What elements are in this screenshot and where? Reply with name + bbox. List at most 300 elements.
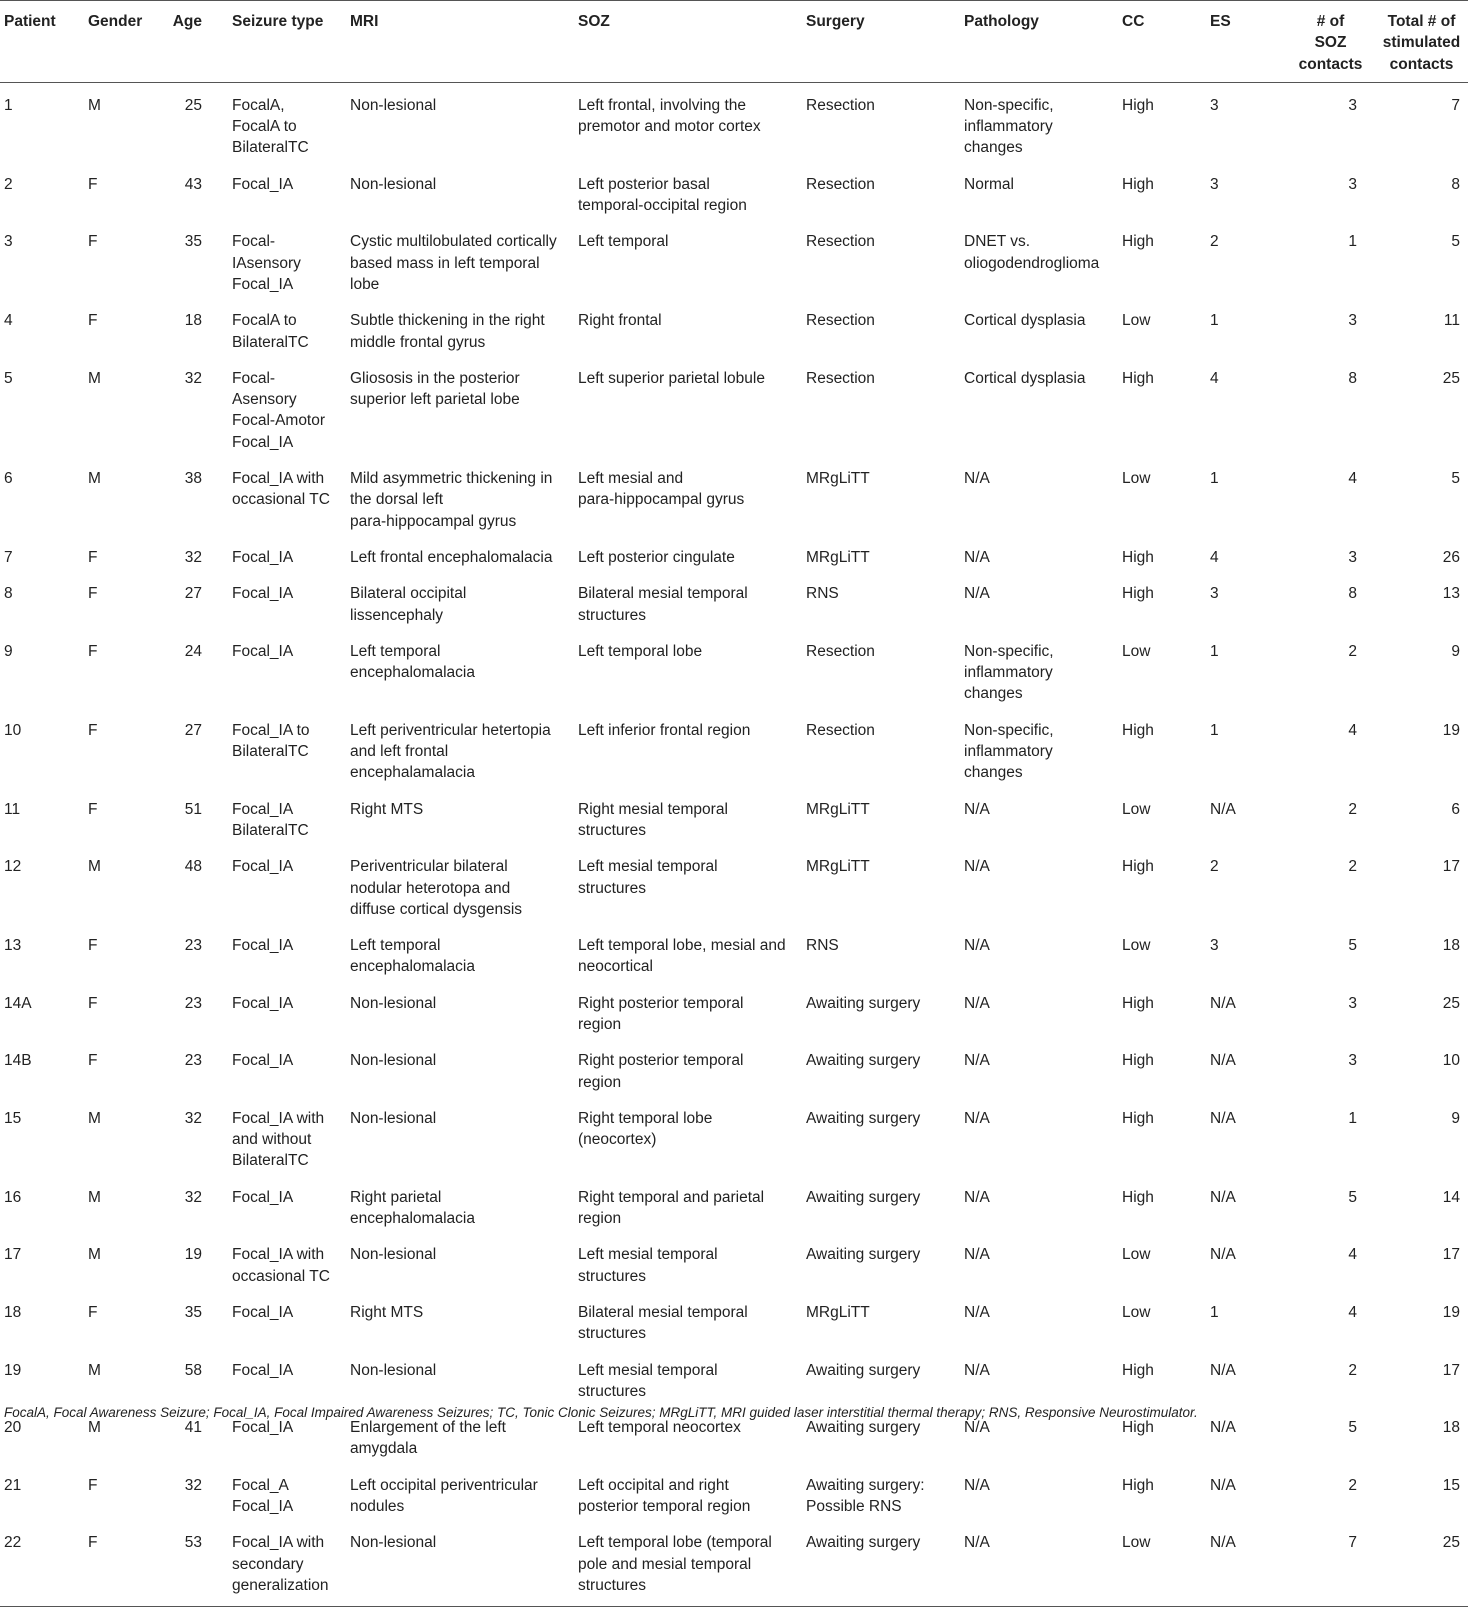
cell-age: 32 (184, 548, 202, 566)
cell-soz: Right posterior temporal region (578, 994, 744, 1033)
cell-stimulated-contacts: 26 (1442, 548, 1460, 566)
cell-es: N/A (1210, 800, 1236, 818)
cell-mri: Left frontal encephalomalacia (350, 548, 553, 566)
cell-cc: Low (1116, 1521, 1204, 1606)
cell-stimulated-contacts: 17 (1442, 858, 1460, 876)
cell-gender: F (88, 175, 98, 193)
cell-soz-contacts: 4 (1348, 1246, 1357, 1264)
table-row (0, 1464, 1468, 1522)
cell-surgery: Resection (806, 312, 875, 330)
table-row (0, 1176, 1468, 1234)
cell-es: 1 (1210, 642, 1219, 660)
cell-patient: 7 (4, 548, 13, 566)
cell-stimulated-contacts: 13 (1442, 585, 1460, 603)
cell-surgery: Resection (806, 233, 875, 251)
cell-pathology: Cortical dysplasia (964, 312, 1086, 330)
cell-pathology: Non-specific, inflammatory changes (964, 96, 1054, 157)
cell-soz: Left temporal lobe, mesial and neocortical (578, 937, 786, 976)
cell-seizure-type: Focal_IA (232, 585, 294, 603)
cell-soz: Right temporal lobe (neocortex) (578, 1109, 713, 1149)
cell-surgery: Awaiting surgery (806, 1052, 921, 1070)
cell-soz-contacts: 8 (1348, 369, 1357, 387)
cell-stimulated-contacts: 10 (1442, 1052, 1460, 1070)
cell-patient: 1 (4, 96, 13, 114)
cell-cc: High (1122, 175, 1154, 193)
cell-es: 3 (1210, 585, 1219, 603)
table-row (0, 924, 1468, 982)
cell-surgery: Awaiting surgery (806, 1246, 921, 1264)
cell-gender: M (88, 1188, 101, 1206)
cell-soz: Left temporal neocortex (578, 1419, 741, 1437)
cell-age: 41 (184, 1419, 202, 1437)
cell-mri: Non-lesional (350, 1109, 437, 1127)
cell-pathology: N/A (958, 1521, 1116, 1606)
cell-soz-contacts: 7 (1278, 1521, 1375, 1606)
cell-cc: High (1122, 1052, 1154, 1070)
cell-pathology: Normal (964, 175, 1014, 193)
cell-pathology: N/A (964, 1246, 990, 1264)
cell-cc: High (1122, 585, 1154, 603)
cell-soz: Bilateral mesial temporal structures (578, 1303, 748, 1343)
table-row (0, 1349, 1468, 1407)
cell-patient: 20 (4, 1419, 22, 1437)
cell-mri: Cystic multilobulated cortically based mass in left temporal lobe (350, 233, 557, 293)
table-row (0, 788, 1468, 846)
cell-age: 24 (184, 642, 202, 660)
cell-stimulated-contacts: 6 (1451, 800, 1460, 818)
cell-soz: Bilateral mesial temporal structures (578, 585, 748, 624)
cell-cc: High (1122, 1109, 1154, 1127)
cell-surgery: RNS (806, 585, 839, 603)
cell-soz-contacts: 4 (1348, 721, 1357, 739)
table-row (0, 845, 1468, 924)
cell-patient: 13 (4, 937, 22, 955)
cell-mri: Left temporal encephalomalacia (350, 937, 475, 976)
cell-seizure-type: Focal_IA (232, 548, 294, 566)
cell-patient: 14B (4, 1052, 32, 1070)
cell-patient: 10 (4, 721, 22, 739)
cell-soz-contacts: 2 (1348, 642, 1357, 660)
cell-gender: F (88, 233, 98, 251)
cell-es: 4 (1210, 369, 1219, 387)
cell-mri: Gliososis in the posterior superior left parietal lobe (350, 369, 520, 409)
cell-soz-contacts: 3 (1348, 1052, 1357, 1070)
cell-seizure-type: Focal- IAsensory Focal_IA (232, 233, 301, 293)
cell-gender: M (88, 1361, 101, 1379)
cell-surgery: MRgLiTT (806, 470, 870, 488)
cell-cc: Low (1122, 937, 1151, 955)
table-body (0, 82, 1468, 1606)
cell-soz: Right temporal and parietal region (578, 1188, 765, 1228)
cell-surgery: Awaiting surgery (800, 1521, 958, 1606)
cell-seizure-type: Focal_IA with and without BilateralTC (232, 1109, 325, 1170)
cell-gender: F (88, 548, 98, 566)
cell-es: 1 (1210, 312, 1219, 330)
cell-es: N/A (1210, 1246, 1236, 1264)
cell-es: 1 (1210, 470, 1219, 488)
cell-soz-contacts: 3 (1348, 96, 1357, 114)
cell-stimulated-contacts: 18 (1442, 937, 1460, 955)
cell-soz-contacts: 2 (1348, 1361, 1357, 1379)
cell-seizure-type: Focal_IA (232, 858, 294, 876)
cell-surgery: Resection (806, 96, 875, 114)
cell-age: 23 (184, 994, 202, 1012)
cell-surgery: Resection (806, 721, 875, 739)
cell-stimulated-contacts: 25 (1442, 994, 1460, 1012)
cell-gender: F (88, 937, 98, 955)
cell-es: 1 (1210, 721, 1219, 739)
cell-es: N/A (1210, 1188, 1236, 1206)
cell-soz-contacts: 3 (1348, 994, 1357, 1012)
cell-stimulated-contacts: 8 (1451, 175, 1460, 193)
cell-patient: 14A (4, 994, 32, 1012)
cell-patient: 12 (4, 858, 22, 876)
cell-seizure-type: Focal_IA (232, 994, 294, 1012)
cell-gender: F (88, 585, 98, 603)
cell-soz: Left frontal, involving the premotor and motor cortex (578, 96, 761, 136)
table-row (0, 82, 1468, 162)
cell-gender: F (88, 312, 98, 330)
cell-age: 27 (184, 585, 202, 603)
cell-pathology: Cortical dysplasia (964, 369, 1086, 387)
cell-soz: Left mesial and para-hippocampal gyrus (578, 470, 745, 509)
cell-cc: High (1122, 858, 1154, 876)
cell-mri: Non-lesional (350, 994, 437, 1012)
cell-mri: Periventricular bilateral nodular heterotopa and diffuse cortical dysgensis (350, 858, 523, 918)
cell-cc: Low (1122, 800, 1151, 818)
cell-cc: High (1122, 369, 1154, 387)
cell-surgery: Resection (806, 642, 875, 660)
cell-seizure-type: Focal_IA BilateralTC (232, 800, 309, 839)
cell-soz: Left temporal lobe (578, 642, 703, 660)
cell-mri: Right parietal encephalomalacia (350, 1188, 475, 1228)
cell-soz: Left inferior frontal region (578, 721, 751, 739)
cell-pathology: N/A (964, 1303, 990, 1321)
table-row (0, 457, 1468, 536)
cell-soz-contacts: 4 (1348, 470, 1357, 488)
cell-mri: Right MTS (350, 1303, 424, 1321)
cell-mri: Left temporal encephalomalacia (350, 642, 475, 682)
cell-soz: Left posterior basal temporal-occipital region (578, 175, 747, 215)
cell-seizure-type: Focal_IA to BilateralTC (232, 721, 310, 761)
cell-age: 51 (184, 800, 202, 818)
cell-mri: Right MTS (350, 800, 424, 818)
cell-seizure-type: Focal_IA (232, 1052, 294, 1070)
cell-soz: Left temporal (578, 233, 669, 251)
cell-stimulated-contacts: 9 (1451, 642, 1460, 660)
table-row (0, 572, 1468, 630)
cell-mri: Enlargement of the left amygdala (350, 1419, 506, 1458)
cell-gender: F (88, 642, 98, 660)
cell-seizure-type: Focal_IA with occasional TC (232, 470, 330, 509)
cell-surgery: RNS (806, 937, 839, 955)
cell-es: N/A (1210, 1419, 1236, 1437)
cell-stimulated-contacts: 7 (1451, 96, 1460, 114)
cell-seizure-type: FocalA to BilateralTC (232, 312, 309, 351)
cell-age: 23 (184, 1052, 202, 1070)
cell-pathology: N/A (964, 994, 990, 1012)
cell-cc: High (1122, 233, 1154, 251)
table-footnote: FocalA, Focal Awareness Seizure; Focal_IA, Focal Impaired Awareness Seizures; TC, Tonic Clonic Seizures; MRgLiTT, MRI guided laser interstitial thermal therapy; RNS, Responsive Neurostimulator. (4, 1405, 1198, 1420)
cell-age: 32 (184, 1109, 202, 1127)
cell-seizure-type: Focal_IA (232, 1419, 294, 1437)
column-header-surgery: Surgery (800, 1, 958, 83)
cell-age: 18 (184, 312, 202, 330)
cell-surgery: Resection (806, 369, 875, 387)
cell-stimulated-contacts: 14 (1442, 1188, 1460, 1206)
cell-age: 23 (184, 937, 202, 955)
cell-patient: 5 (4, 369, 13, 387)
cell-age: 32 (184, 1188, 202, 1206)
cell-gender: M (88, 1109, 101, 1127)
cell-gender: M (88, 858, 101, 876)
cell-gender: M (88, 470, 101, 488)
cell-soz-contacts: 2 (1348, 1476, 1357, 1494)
cell-age: 35 (184, 233, 202, 251)
cell-pathology: N/A (964, 548, 990, 566)
cell-patient: 2 (4, 175, 13, 193)
cell-patient: 18 (4, 1303, 22, 1321)
cell-soz-contacts: 3 (1348, 175, 1357, 193)
cell-patient: 15 (4, 1109, 22, 1127)
cell-stimulated-contacts: 25 (1442, 369, 1460, 387)
cell-seizure-type: Focal_IA (232, 937, 294, 955)
cell-seizure-type: FocalA, FocalA to BilateralTC (232, 96, 309, 157)
cell-mri: Left periventricular hetertopia and left frontal encephalamalacia (350, 721, 551, 782)
cell-age: 53 (164, 1521, 226, 1606)
cell-stimulated-contacts: 11 (1443, 312, 1460, 330)
column-header-seizure-type: Seizure type (226, 1, 344, 83)
cell-es: 2 (1210, 233, 1219, 251)
cell-es: 2 (1210, 858, 1219, 876)
table-row (0, 1291, 1468, 1349)
cell-soz: Left mesial temporal structures (578, 858, 718, 897)
cell-age: 27 (184, 721, 202, 739)
cell-seizure-type: Focal_IA with secondary generalization (226, 1521, 344, 1606)
cell-pathology: N/A (964, 1052, 990, 1070)
cell-stimulated-contacts: 17 (1442, 1246, 1460, 1264)
column-header-soz-contacts: # of SOZ contacts (1278, 1, 1375, 83)
cell-soz: Left mesial temporal structures (578, 1246, 718, 1285)
cell-pathology: N/A (964, 470, 990, 488)
cell-gender: F (88, 721, 98, 739)
column-header-pathology: Pathology (958, 1, 1116, 83)
cell-seizure-type: Focal_IA with occasional TC (232, 1246, 330, 1285)
table-row (0, 1039, 1468, 1097)
cell-cc: High (1122, 1361, 1154, 1379)
cell-patient: 6 (4, 470, 13, 488)
cell-soz-contacts: 1 (1348, 1109, 1357, 1127)
cell-pathology: N/A (964, 1109, 990, 1127)
cell-mri: Non-lesional (350, 1052, 437, 1070)
cell-seizure-type: Focal_A Focal_IA (232, 1476, 294, 1516)
table-row (0, 982, 1468, 1040)
cell-cc: High (1122, 1476, 1154, 1494)
cell-mri: Bilateral occipital lissencephaly (350, 585, 467, 624)
cell-stimulated-contacts: 9 (1451, 1109, 1460, 1127)
cell-surgery: Awaiting surgery (806, 994, 921, 1012)
cell-patient: 3 (4, 233, 13, 251)
cell-surgery: MRgLiTT (806, 1303, 870, 1321)
table-row (0, 1521, 1468, 1606)
cell-pathology: N/A (964, 1361, 990, 1379)
cell-es: N/A (1210, 1476, 1236, 1494)
cell-age: 58 (184, 1361, 202, 1379)
cell-pathology: N/A (964, 1188, 990, 1206)
column-header-patient: Patient (0, 1, 82, 83)
cell-patient: 22 (0, 1521, 82, 1606)
cell-mri: Non-lesional (344, 1521, 572, 1606)
cell-age: 43 (184, 175, 202, 193)
header-row (0, 1, 1468, 83)
column-header-soz: SOZ (572, 1, 800, 83)
cell-seizure-type: Focal_IA (232, 1361, 294, 1379)
cell-age: 25 (184, 96, 202, 114)
cell-cc: Low (1122, 642, 1151, 660)
cell-mri: Left occipital periventricular nodules (350, 1476, 538, 1516)
cell-surgery: Awaiting surgery: Possible RNS (806, 1476, 925, 1516)
cell-surgery: MRgLiTT (806, 858, 870, 876)
cell-soz-contacts: 3 (1348, 312, 1357, 330)
cell-seizure-type: Focal- Asensory Focal-Amotor Focal_IA (232, 369, 326, 451)
cell-soz-contacts: 2 (1348, 858, 1357, 876)
cell-stimulated-contacts: 17 (1442, 1361, 1460, 1379)
cell-cc: Low (1122, 312, 1151, 330)
cell-patient: 8 (4, 585, 13, 603)
table-header (0, 1, 1468, 83)
cell-seizure-type: Focal_IA (232, 1303, 294, 1321)
table-row (0, 536, 1468, 572)
cell-stimulated-contacts: 5 (1451, 470, 1460, 488)
cell-soz-contacts: 4 (1348, 1303, 1357, 1321)
cell-es: 3 (1210, 175, 1219, 193)
table-row (0, 163, 1468, 221)
cell-soz: Left occipital and right posterior temporal region (578, 1476, 751, 1516)
cell-gender: F (88, 1476, 98, 1494)
cell-patient: 19 (4, 1361, 22, 1379)
cell-es: N/A (1210, 1361, 1236, 1379)
cell-pathology: N/A (964, 585, 990, 603)
cell-soz-contacts: 5 (1348, 1419, 1357, 1437)
cell-patient: 17 (4, 1246, 22, 1264)
cell-soz-contacts: 1 (1348, 233, 1357, 251)
cell-cc: High (1122, 96, 1154, 114)
table-row (0, 1233, 1468, 1291)
cell-patient: 4 (4, 312, 13, 330)
cell-es: N/A (1210, 1109, 1236, 1127)
cell-es: N/A (1210, 994, 1236, 1012)
column-header-stimulated-contacts: Total # of stimulated contacts (1375, 1, 1468, 83)
cell-surgery: Resection (806, 175, 875, 193)
cell-stimulated-contacts: 25 (1375, 1521, 1468, 1606)
cell-stimulated-contacts: 19 (1442, 1303, 1460, 1321)
cell-stimulated-contacts: 5 (1451, 233, 1460, 251)
cell-soz: Left mesial temporal structures (578, 1361, 718, 1400)
cell-pathology: Non-specific, inflammatory changes (964, 721, 1054, 782)
cell-cc: High (1122, 994, 1154, 1012)
cell-surgery: Awaiting surgery (806, 1188, 921, 1206)
cell-seizure-type: Focal_IA (232, 642, 294, 660)
cell-gender: F (88, 800, 98, 818)
cell-patient: 21 (4, 1476, 22, 1494)
cell-stimulated-contacts: 18 (1442, 1419, 1460, 1437)
cell-age: 32 (184, 1476, 202, 1494)
cell-cc: Low (1122, 470, 1151, 488)
cell-pathology: N/A (964, 800, 990, 818)
cell-patient: 16 (4, 1188, 22, 1206)
cell-pathology: N/A (964, 1419, 990, 1437)
column-header-mri: MRI (344, 1, 572, 83)
cell-seizure-type: Focal_IA (232, 175, 294, 193)
column-header-age: Age (164, 1, 226, 83)
cell-gender: F (82, 1521, 164, 1606)
cell-surgery: Awaiting surgery (806, 1361, 921, 1379)
cell-soz: Left temporal lobe (temporal pole and mesial temporal structures (572, 1521, 800, 1606)
cell-mri: Mild asymmetric thickening in the dorsal left para-hippocampal gyrus (350, 470, 553, 530)
column-header-cc: CC (1116, 1, 1204, 83)
cell-cc: High (1122, 1188, 1154, 1206)
cell-es: 3 (1210, 96, 1219, 114)
cell-es: 3 (1210, 937, 1219, 955)
cell-es: N/A (1210, 1052, 1236, 1070)
cell-soz-contacts: 8 (1348, 585, 1357, 603)
cell-surgery: MRgLiTT (806, 548, 870, 566)
table-row (0, 630, 1468, 709)
cell-gender: M (88, 96, 101, 114)
cell-stimulated-contacts: 19 (1442, 721, 1460, 739)
cell-seizure-type: Focal_IA (232, 1188, 294, 1206)
cell-mri: Subtle thickening in the right middle frontal gyrus (350, 312, 545, 351)
cell-soz-contacts: 2 (1348, 800, 1357, 818)
cell-cc: Low (1122, 1246, 1151, 1264)
table-row (0, 357, 1468, 457)
cell-es: N/A (1204, 1521, 1278, 1606)
cell-soz: Left superior parietal lobule (578, 369, 765, 387)
cell-age: 19 (184, 1246, 202, 1264)
cell-age: 38 (184, 470, 202, 488)
cell-cc: High (1122, 721, 1154, 739)
table-row (0, 299, 1468, 357)
cell-pathology: N/A (964, 1476, 990, 1494)
cell-soz-contacts: 5 (1348, 937, 1357, 955)
cell-gender: M (88, 1419, 101, 1437)
cell-cc: High (1122, 548, 1154, 566)
cell-age: 48 (184, 858, 202, 876)
cell-soz: Right posterior temporal region (578, 1052, 744, 1091)
cell-soz: Left posterior cingulate (578, 548, 735, 566)
cell-age: 32 (184, 369, 202, 387)
cell-mri: Non-lesional (350, 1361, 437, 1379)
table-row (0, 709, 1468, 788)
cell-es: 4 (1210, 548, 1219, 566)
cell-mri: Non-lesional (350, 1246, 437, 1264)
cell-soz: Right frontal (578, 312, 662, 330)
cell-cc: High (1122, 1419, 1154, 1437)
cell-mri: Non-lesional (350, 175, 437, 193)
cell-mri: Non-lesional (350, 96, 437, 114)
cell-gender: F (88, 1303, 98, 1321)
table-row (0, 1097, 1468, 1176)
cell-gender: M (88, 1246, 101, 1264)
cell-pathology: Non-specific, inflammatory changes (964, 642, 1054, 703)
column-header-es: ES (1204, 1, 1278, 83)
cell-surgery: Awaiting surgery (806, 1419, 921, 1437)
cell-pathology: N/A (964, 858, 990, 876)
cell-pathology: N/A (964, 937, 990, 955)
cell-gender: F (88, 994, 98, 1012)
table-row (0, 220, 1468, 299)
cell-surgery: MRgLiTT (806, 800, 870, 818)
